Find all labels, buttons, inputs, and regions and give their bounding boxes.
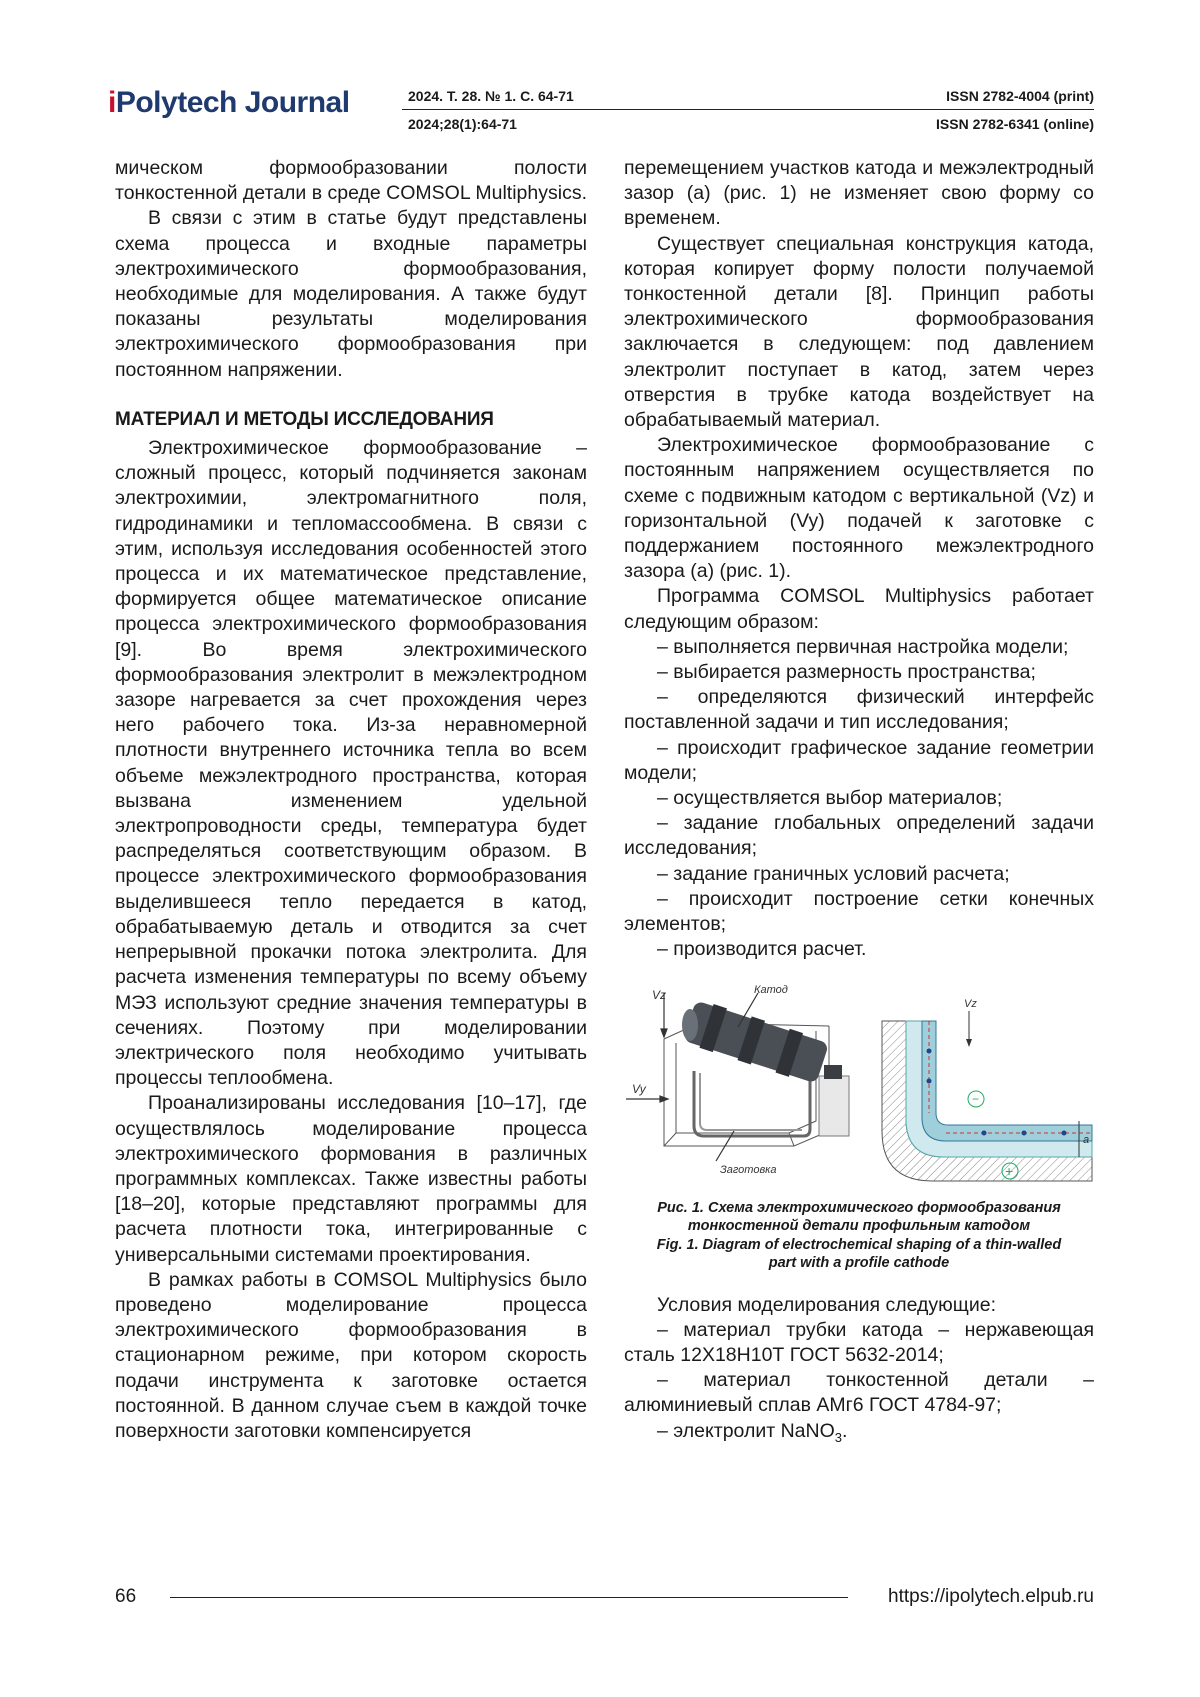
page-number: 66	[115, 1586, 137, 1607]
paragraph: В рамках работы в COMSOL Multiphysics было проведено моделирование процесса электрохимического формообразования в стационарном режиме, при котором скорость подачи инструмента к заготовке остается постоянной. В данном случае съем в каждой точке поверхности заготовки компенсируется	[115, 1268, 587, 1442]
list-item: – выполняется первичная настройка модели;	[657, 635, 1069, 658]
list-item: – производится расчет.	[657, 938, 867, 961]
list-item: – задание глобальных определений задачи исследования;	[624, 812, 1094, 860]
paragraph: Проанализированы исследования [10–17], где осуществлялось моделирование процесса электрохимического формования в различных программных комплексах. Также известны работы [18–20], которые представляют программы для расчета плотности тока, интегрированные с универсальными системами проектирования.	[115, 1092, 587, 1266]
paragraph: Программа COMSOL Multiphysics работает следующим образом:	[624, 585, 1094, 633]
figure-caption: Рис. 1. Схема электрохимического формообразования тонкостенной детали профильным катодом Fig. 1. Diagram of electrochemical shaping of a thin-walled part with a profile cathode	[656, 1199, 1062, 1271]
footer-rule	[170, 1597, 848, 1598]
paragraph: Существует специальная конструкция катода, которая копирует форму полости получаемой тонкостенной детали [8]. Принцип работы электрохимического формообразования заключается в следующем: под давлением электролит поступает в катод, затем через отверстия в трубке катода воздействует на обрабатываемый материал.	[624, 232, 1094, 432]
label-vy: Vy	[632, 1081, 646, 1096]
issn-online: ISSN 2782-6341 (online)	[936, 116, 1094, 132]
section-heading: МАТЕРИАЛ И МЕТОДЫ ИССЛЕДОВАНИЯ	[115, 408, 494, 430]
list-item: – определяются физический интерфейс поставленной задачи и тип исследования;	[624, 686, 1094, 734]
paragraph: В связи с этим в статье будут представлены схема процесса и входные параметры электрохимического формообразования, необходимые для моделирования. А также будут показаны результаты моделирования электрохимического формообразования при постоянном напряжении.	[115, 207, 587, 381]
list-item: – материал тонкостенной детали – алюминиевый сплав АМг6 ГОСТ 4784-97;	[624, 1369, 1094, 1417]
label-vz: Vz	[652, 987, 667, 1002]
issn-print: ISSN 2782-4004 (print)	[946, 88, 1094, 104]
citation-en: 2024;28(1):64-71	[408, 116, 517, 132]
paragraph: мическом формообразовании полости тонкостенной детали в среде COMSOL Multiphysics.	[115, 157, 587, 205]
citation-ru: 2024. Т. 28. № 1. С. 64-71	[408, 88, 574, 104]
journal-logo: iPolytech Journal	[108, 86, 350, 119]
label-blank: Заготовка	[720, 1163, 777, 1176]
minus-sign: −	[972, 1091, 980, 1106]
label-cathode: Катод	[754, 983, 788, 996]
paragraph: Электрохимическое формообразование – сложный процесс, который подчиняется законам электрохимии, электромагнитного поля, гидродинамики и тепломассообмена. В связи с этим, используя исследования особенностей этого процесса и их математическое представление, формируется общее математическое описание процесса электрохимического формообразования [9]. Во время электрохимического формообразования электролит в межэлектродном зазоре нагревается за счет прохождения через него рабочего тока. Из-за неравномерной плотности внутреннего источника тепла во всем объеме межэлектродного пространства, которая вызвана изменением удельной электропроводности среды, температура будет распределяться соответствующим образом. В процессе электрохимического формообразования выделившееся тепло передается в катод, обрабатываемую деталь и отводится за счет непрерывной прокачки потока электролита. Для расчета изменения температуры по всему объему МЭЗ используют средние значения температуры в сечениях. Поэтому при моделировании электрического поля необходимо учитывать процессы теплообмена.	[115, 437, 587, 1090]
right-column	[624, 156, 1094, 1450]
list-item: – происходит графическое задание геометрии модели;	[624, 736, 1094, 784]
figure-1	[624, 981, 1094, 1189]
plus-sign: +	[1005, 1162, 1014, 1179]
list-item: – осуществляется выбор материалов;	[657, 787, 1003, 810]
list-item: – электролит NaNO$_3$.	[657, 1419, 848, 1445]
figure-1-diagram	[624, 981, 1094, 1189]
paragraph: Электрохимическое формообразование с постоянным напряжением осуществляется по схеме с подвижным катодом с вертикальной (Vz) и горизонтальной (Vy) подачей к заготовке с поддержанием постоянного межэлектродного зазора (a) (рис. 1).	[624, 434, 1094, 583]
cathode-body	[682, 1000, 842, 1083]
paragraph: перемещением участков катода и межэлектродный зазор (a) (рис. 1) не изменяет свою форму со временем.	[624, 157, 1094, 230]
paragraph: Условия моделирования следующие:	[657, 1293, 996, 1316]
label-gap: a	[1083, 1133, 1090, 1146]
list-item: – выбирается размерность пространства;	[657, 661, 1036, 684]
label-vz-section: Vz	[964, 997, 977, 1010]
list-item: – задание граничных условий расчета;	[657, 862, 1010, 885]
left-column	[115, 156, 587, 1444]
list-item: – происходит построение сетки конечных элементов;	[624, 887, 1094, 936]
cross-section	[882, 1011, 1092, 1181]
journal-url[interactable]: https://ipolytech.elpub.ru	[888, 1586, 1094, 1607]
list-item: – материал трубки катода – нержавеющая сталь 12Х18Н10Т ГОСТ 5632-2014;	[624, 1318, 1094, 1366]
header-rule	[402, 109, 1094, 110]
